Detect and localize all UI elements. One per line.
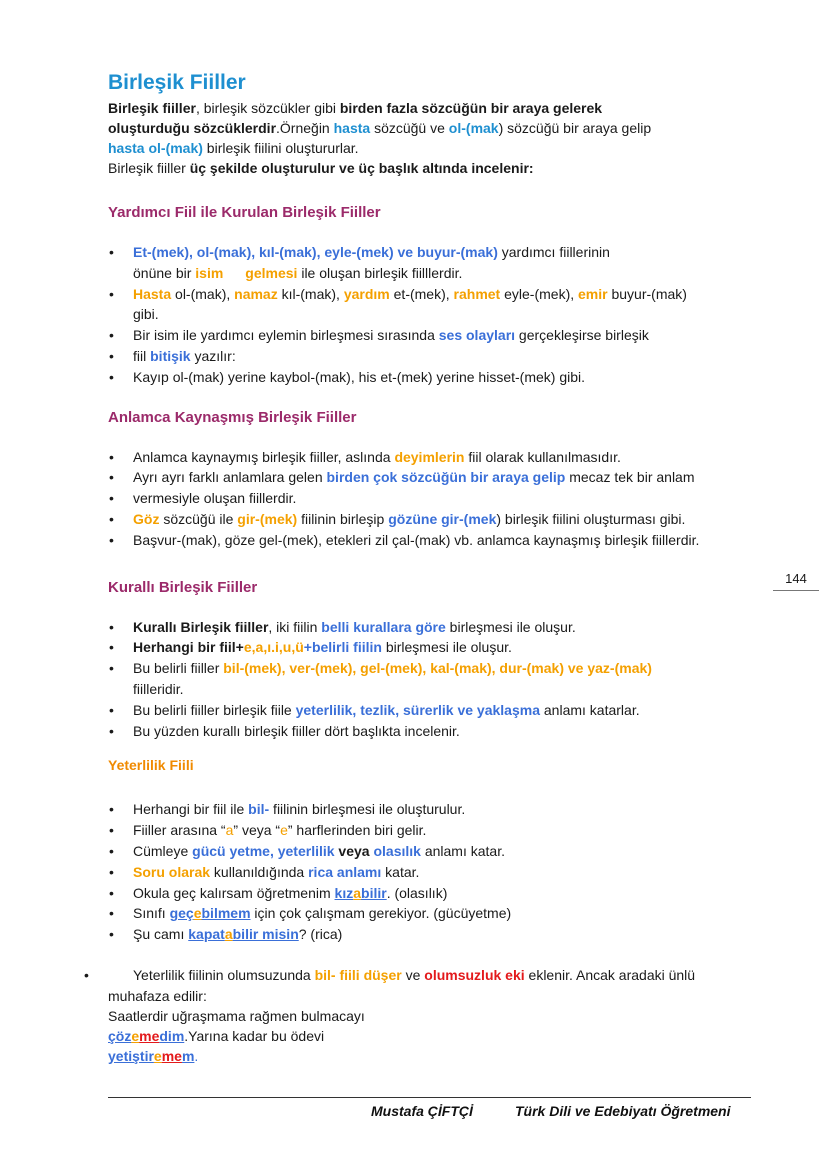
- list-item: • Cümleye gücü yetme, yeterlilik veya olasılık anlamı katar.: [133, 841, 758, 862]
- intro-line-1: Birleşik fiiller, birleşik sözcükler gibi birden fazla sözcüğün bir araya gelerek: [108, 100, 603, 116]
- list-item: • Bu yüzden kurallı birleşik fiiller dört başlıkta incelenir.: [133, 721, 758, 742]
- example-line-1: Saatlerdir uğraşmama rağmen bulmacayı: [108, 1007, 365, 1024]
- section1-list: [108, 242, 758, 388]
- section-heading-anlamca: Anlamca Kaynaşmış Birleşik Fiiller: [108, 408, 357, 426]
- list-item: • Bu belirli fiiller bil-(mek), ver-(mek), gel-(mek), kal-(mak), dur-(mak) ve yaz-(mak) fiilleridir.: [133, 658, 758, 700]
- negative-note-list: [108, 965, 758, 986]
- page-number: 144: [773, 571, 819, 591]
- list-item: • Hasta ol-(mak), namaz kıl-(mak), yardım et-(mek), rahmet eyle-(mek), emir buyur-(mak) gibi.: [133, 284, 758, 326]
- section3-list: [108, 617, 758, 742]
- list-item: • Soru olarak kullanıldığında rica anlamı katar.: [133, 862, 758, 883]
- list-item: • Fiiller arasına “a” veya “e” harflerinden biri gelir.: [133, 820, 758, 841]
- list-item: • vermesiyle oluşan fiillerdir.: [133, 488, 758, 509]
- list-item: • Et-(mek), ol-(mak), kıl-(mak), eyle-(mek) ve buyur-(mak) yardımcı fiillerinin önüne bir isim gelmesi ile oluşan birleşik fiilllerdir.: [133, 242, 758, 284]
- subsection-list: [108, 799, 758, 945]
- list-item: • Sınıfı geçebilmem için çok çalışmam gerekiyor. (gücüyetme): [133, 903, 758, 924]
- document-body: [108, 70, 758, 1066]
- section-heading-yardimci: Yardımcı Fiil ile Kurulan Birleşik Fiiller: [108, 204, 381, 221]
- list-item: • Başvur-(mak), göze gel-(mek), etekleri zil çal-(mak) vb. anlamca kaynaşmış birleşik fiillerdir.: [133, 530, 758, 551]
- list-item: • Yeterlilik fiilinin olumsuzunda bil- fiili düşer ve olumsuzluk eki eklenir. Ancak aradaki ünlü: [108, 965, 758, 986]
- list-item: • fiil bitişik yazılır:: [133, 346, 758, 367]
- list-item: • Göz sözcüğü ile gir-(mek) fiilinin birleşip gözüne gir-(mek) birleşik fiilini oluşturması gibi.: [133, 509, 758, 530]
- footer-author: Mustafa ÇİFTÇİ: [371, 1103, 473, 1119]
- intro-line-4: Birleşik fiiller üç şekilde oluşturulur ve üç başlık altında incelenir:: [108, 160, 534, 176]
- intro-line-3: hasta ol-(mak) birleşik fiilini oluştururlar.: [108, 140, 359, 156]
- section-heading-kuralli: Kurallı Birleşik Fiiller: [108, 578, 258, 596]
- list-item: • Bir isim ile yardımcı eylemin birleşmesi sırasında ses olayları gerçekleşirse birleşik: [133, 325, 758, 346]
- list-item: • Herhangi bir fiil ile bil- fiilinin birleşmesi ile oluşturulur.: [133, 799, 758, 820]
- list-item: • Herhangi bir fiil+e,a,ı.i,u,ü+belirli fiilin birleşmesi ile oluşur.: [133, 637, 758, 658]
- list-item: • Anlamca kaynaymış birleşik fiiller, aslında deyimlerin fiil olarak kullanılmasıdır.: [133, 447, 758, 468]
- section2-list: [108, 447, 758, 551]
- list-item: • Ayrı ayrı farklı anlamlara gelen birden çok sözcüğün bir araya gelip mecaz tek bir anlam: [133, 467, 758, 488]
- subsection-heading-yeterlilik: Yeterlilik Fiili: [108, 757, 194, 774]
- intro-line-2: oluşturduğu sözcüklerdir.Örneğin hasta sözcüğü ve ol-(mak) sözcüğü bir araya gelip: [108, 120, 652, 136]
- example-line-2: çözemedim.Yarına kadar bu ödevi: [108, 1027, 325, 1044]
- page-title: Birleşik Fiiller: [108, 71, 246, 94]
- note-continuation: muhafaza edilir:: [108, 987, 207, 1004]
- footer-divider: [108, 1097, 751, 1098]
- list-item: • Bu belirli fiiller birleşik fiile yeterlilik, tezlik, sürerlik ve yaklaşma anlamı katarlar.: [133, 700, 758, 721]
- example-line-3: yetiştiremem.: [108, 1047, 199, 1064]
- list-item: • Kurallı Birleşik fiiller, iki fiilin belli kurallara göre birleşmesi ile oluşur.: [133, 617, 758, 638]
- list-item: • Kayıp ol-(mak) yerine kaybol-(mak), his et-(mek) yerine hisset-(mek) gibi.: [133, 367, 758, 388]
- footer-role: Türk Dili ve Edebiyatı Öğretmeni: [515, 1103, 731, 1119]
- list-item: • Şu camı kapatabilir misin? (rica): [133, 924, 758, 945]
- list-item: • Okula geç kalırsam öğretmenim kızabilir. (olasılık): [133, 883, 758, 904]
